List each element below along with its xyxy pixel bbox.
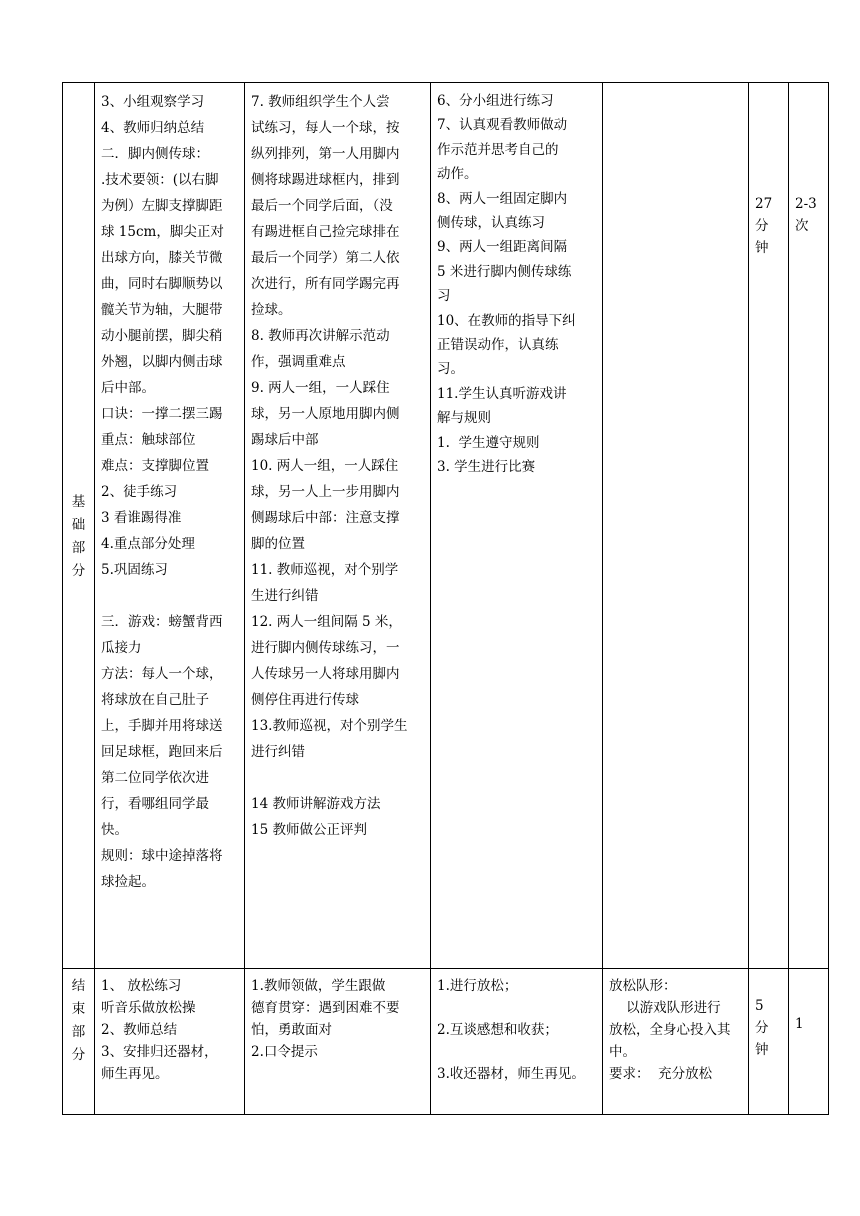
text-line: 二．脚内侧传球： — [101, 146, 209, 162]
text-line: 1.教师领做，学生跟做 — [251, 978, 386, 994]
text-line: 将球放在自己肚子 — [101, 692, 209, 708]
text-line: 瓜接力 — [101, 640, 142, 656]
text-line: 回足球框，跑回来后 — [101, 744, 223, 760]
text-line: 动小腿前摆，脚尖稍 — [101, 328, 223, 344]
text-line: 作，强调重难点 — [251, 354, 346, 370]
text-line: 5 — [755, 998, 764, 1014]
section-label-cell — [63, 83, 95, 969]
text-line: 1.进行放松； — [437, 978, 518, 994]
text-line: 3、小组观察学习 — [101, 94, 205, 110]
student-activity-cell — [431, 969, 603, 1115]
count-value — [795, 193, 822, 237]
text-line: 球捡起。 — [101, 874, 155, 890]
text-line: 14 教师讲解游戏方法 — [251, 796, 381, 812]
teacher-activity-cell — [245, 969, 431, 1115]
teacher-activity-list — [251, 89, 424, 843]
lesson-plan-table — [62, 82, 829, 1115]
text-line: 8. 教师再次讲解示范动 — [251, 328, 390, 344]
text-line: 2.口令提示 — [251, 1044, 318, 1060]
text-line — [251, 765, 424, 791]
text-line: 怕，勇敢面对 — [251, 1022, 332, 1038]
text-line: 侧传球，认真练习 — [437, 215, 545, 232]
text-line: 4.重点部分处理 — [101, 536, 195, 552]
text-line: 作示范并思考自己的 — [437, 141, 559, 158]
text-line: 生进行纠错 — [251, 588, 319, 604]
text-line — [101, 583, 238, 609]
text-line: 侧踢球后中部：注意支撑 — [251, 510, 400, 526]
text-line: 后中部。 — [101, 380, 155, 396]
content-list — [101, 89, 238, 895]
text-line: 有踢进框自己捡完球排在 — [251, 224, 400, 240]
text-line: 以游戏队形进行 — [609, 1000, 721, 1016]
text-line: 德育贯穿：遇到困难不要 — [251, 1000, 400, 1016]
text-line: 球 15cm，脚尖正对 — [101, 224, 224, 240]
text-line: 27 — [755, 196, 773, 212]
text-line: 4、教师归纳总结 — [101, 120, 205, 136]
student-activity-cell — [431, 83, 603, 969]
text-line: 进行脚内侧传球练习，一 — [251, 640, 400, 656]
text-line: 最后一个同学后面，（没 — [251, 198, 393, 214]
organization-cell — [603, 969, 749, 1115]
text-line: .技术要领：(以右脚 — [101, 172, 219, 188]
text-line: 习 — [437, 288, 451, 305]
content-cell — [95, 969, 245, 1115]
text-line: 10、在教师的指导下纠 — [437, 312, 576, 329]
text-line: 出球方向，膝关节微 — [101, 250, 223, 266]
text-line: 动作。 — [437, 166, 478, 183]
text-line: 12. 两人一组间隔 5 米， — [251, 614, 402, 630]
text-line: 规则：球中途掉落将 — [101, 848, 223, 864]
text-line: 进行纠错 — [251, 744, 305, 760]
text-line: 最后一个同学）第二人依 — [251, 250, 400, 266]
time-cell — [749, 83, 789, 969]
text-line: 9. 两人一组，一人踩住 — [251, 380, 390, 396]
text-line: 侧停住再进行传球 — [251, 692, 359, 708]
text-line: 髋关节为轴，大腿带 — [101, 302, 223, 318]
text-line: 次 — [795, 218, 809, 234]
text-line: 曲，同时右脚顺势以 — [101, 276, 223, 292]
text-line: 13.教师巡视，对个别学生 — [251, 718, 408, 734]
count-value: 1 — [795, 1016, 804, 1032]
text-line: 次进行，所有同学踢完再 — [251, 276, 400, 292]
section-label: 结束部分 — [71, 978, 86, 1063]
text-line: 分 — [755, 218, 769, 234]
text-line: 习。 — [437, 361, 464, 378]
text-line: 1、 放松练习 — [101, 978, 182, 994]
text-line: 球，另一人原地用脚内侧 — [251, 406, 400, 422]
text-line: 钟 — [755, 240, 769, 256]
content-list — [101, 975, 238, 1085]
time-cell — [749, 969, 789, 1115]
text-line: 10. 两人一组，一人踩住 — [251, 458, 399, 474]
text-line: 方法：每人一个球， — [101, 666, 223, 682]
text-line: 中。 — [609, 1044, 636, 1060]
text-line: 侧将球踢进球框内，排到 — [251, 172, 400, 188]
text-line: 试练习，每人一个球，按 — [251, 120, 400, 136]
text-line — [437, 1041, 596, 1063]
text-line: 2-3 — [795, 196, 817, 212]
text-line: 3.收还器材，师生再见。 — [437, 1066, 585, 1082]
text-line: 9、两人一组距离间隔 — [437, 239, 568, 256]
teacher-activity-cell — [245, 83, 431, 969]
text-line: 口诀：一撑二摆三踢 — [101, 406, 223, 422]
text-line: 人传球另一人将球用脚内 — [251, 666, 400, 682]
text-line: 2、徒手练习 — [101, 484, 178, 500]
text-line: 15 教师做公正评判 — [251, 822, 367, 838]
teacher-activity-list — [251, 975, 424, 1063]
ending-section-row — [63, 969, 829, 1115]
text-line: 放松，全身心投入其 — [609, 1022, 731, 1038]
text-line: 第二位同学依次进 — [101, 770, 209, 786]
text-line: 2.互谈感想和收获； — [437, 1022, 558, 1038]
text-line: 钟 — [755, 1042, 769, 1058]
text-line: 为例）左脚支撑脚距 — [101, 198, 223, 214]
content-cell — [95, 83, 245, 969]
text-line: 3、安排归还器材， — [101, 1044, 218, 1060]
text-line: 解与规则 — [437, 410, 491, 427]
text-line: 3. 学生进行比赛 — [437, 459, 536, 476]
text-line: 分 — [755, 1020, 769, 1036]
text-line — [437, 997, 596, 1019]
basic-section-row — [63, 83, 829, 969]
text-line: 放松队形： — [609, 978, 677, 994]
organization-text — [609, 975, 742, 1085]
text-line: 6、分小组进行练习 — [437, 93, 554, 109]
text-line: 球，另一人上一步用脚内 — [251, 484, 400, 500]
text-line: 脚的位置 — [251, 536, 305, 552]
time-value — [755, 193, 773, 259]
text-line: 难点：支撑脚位置 — [101, 458, 209, 474]
text-line: 上，手脚并用将球送 — [101, 718, 223, 734]
organization-cell — [603, 83, 749, 969]
text-line: 师生再见。 — [101, 1066, 169, 1082]
text-line: 三．游戏：螃蟹背西 — [101, 614, 223, 630]
text-line: 快。 — [101, 822, 128, 838]
count-cell — [789, 969, 829, 1115]
text-line: 7. 教师组织学生个人尝 — [251, 94, 390, 110]
count-cell — [789, 83, 829, 969]
student-activity-list — [437, 89, 596, 480]
text-line: 外翘，以脚内侧击球 — [101, 354, 223, 370]
text-line: 捡球。 — [251, 302, 292, 318]
text-line: 重点：触球部位 — [101, 432, 196, 448]
text-line: 听音乐做放松操 — [101, 1000, 196, 1016]
text-line: 1. 学生遵守规则 — [437, 434, 540, 451]
text-line: 11.学生认真听游戏讲 — [437, 385, 567, 402]
time-value — [755, 995, 773, 1061]
student-activity-list — [437, 975, 596, 1085]
section-label: 基础部分 — [71, 493, 86, 579]
text-line: 5 米进行脚内侧传球练 — [437, 263, 572, 280]
section-label-cell — [63, 969, 95, 1115]
text-line: 纵列排列，第一人用脚内 — [251, 146, 400, 162]
text-line: 7、认真观看教师做动 — [437, 117, 568, 134]
text-line: 3 看谁踢得准 — [101, 510, 182, 526]
text-line: 正错误动作，认真练 — [437, 337, 559, 354]
text-line: 要求： 充分放松 — [609, 1066, 713, 1082]
text-line: 8、两人一组固定脚内 — [437, 190, 568, 207]
text-line: 5.巩固练习 — [101, 562, 168, 578]
text-line: 2、教师总结 — [101, 1022, 178, 1038]
text-line: 行，看哪组同学最 — [101, 796, 209, 812]
text-line: 踢球后中部 — [251, 432, 319, 448]
text-line: 11. 教师巡视，对个别学 — [251, 562, 399, 578]
